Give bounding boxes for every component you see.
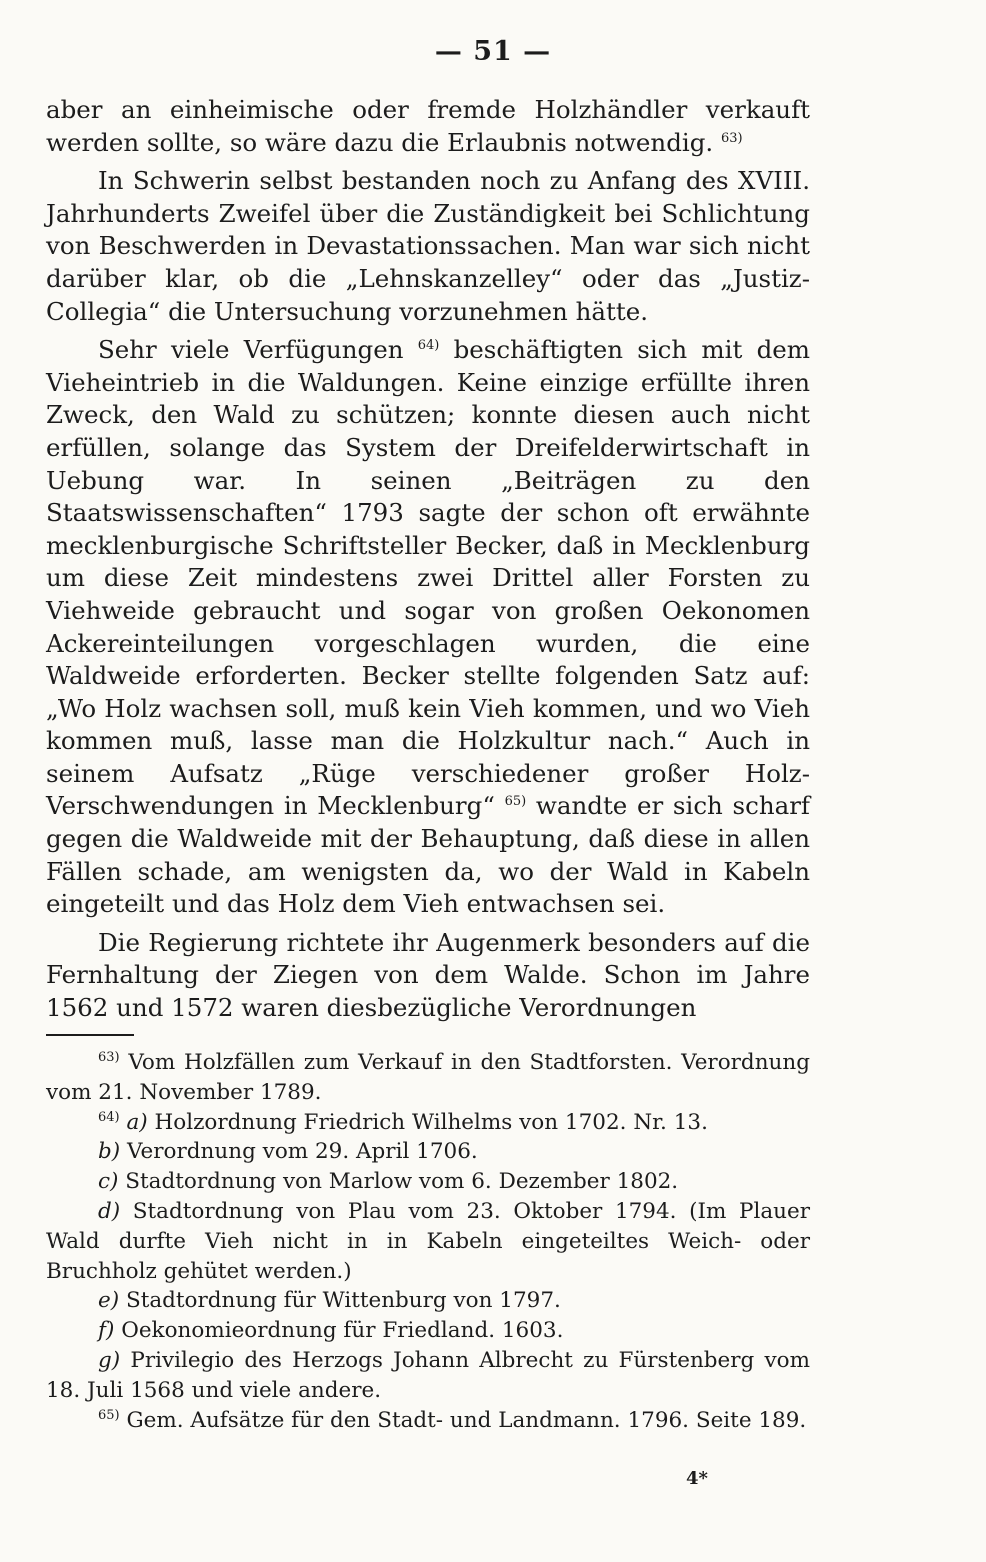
page-number: — 51 — bbox=[434, 36, 552, 67]
footnote-divider bbox=[46, 1034, 134, 1036]
footnote-64d bbox=[46, 1197, 810, 1286]
footnote-text: Privilegio des Herzogs Johann Albrecht zu Fürstenberg vom 18. Juli 1568 und viele andere. bbox=[46, 1347, 810, 1403]
footnote-text: Stadtordnung von Plau vom 23. Oktober 1794. (Im Plauer Wald durfte Vieh nicht in in Kabeln eingeteiltes Weich- oder Bruchholz gehütet werden.) bbox=[46, 1198, 810, 1284]
footnote-63 bbox=[46, 1048, 810, 1108]
footnote-text: Holzordnung Friedrich Wilhelms von 1702. Nr. 13. bbox=[154, 1109, 708, 1135]
footnote-text: Stadtordnung für Wittenburg von 1797. bbox=[125, 1288, 561, 1314]
paragraph-2 bbox=[46, 165, 810, 328]
paragraph-text: beschäftigten sich mit dem Vieheintrieb in die Waldungen. Keine einzige erfüllte ihren Zweck, den Wald zu schützen; konnte diesen auch nicht erfüllen, solange das System der Dreifelderwirtschaft in Uebung war. In seinen „Beiträgen zu den Staatswissenschaften“ 1793 sagte der schon oft erwähnte mecklenburgische Schriftsteller Becker, daß in Mecklenburg um diese Zeit mindestens zwei Drittel aller Forsten zu Viehweide gebraucht und sogar von großen Oekonomen Ackereinteilungen vorgeschlagen wurden, die eine Waldweide erforderten. Becker stellte folgenden Satz auf: „Wo Holz wachsen soll, muß kein Vieh kommen, und wo Vieh kommen muß, lasse man die Holzkultur nach.“ Auch in seinem Aufsatz „Rüge verschiedener großer Holz-Verschwendungen in Mecklenburg“ bbox=[46, 335, 810, 821]
footnote-label: g) bbox=[98, 1347, 121, 1373]
footnote-ref[interactable]: 64) bbox=[417, 338, 440, 353]
body-text bbox=[46, 94, 810, 1031]
footnote-text: Vom Holzfällen zum Verkauf in den Stadtforsten. Verordnung vom 21. November 1789. bbox=[46, 1050, 810, 1105]
footnote-64f bbox=[46, 1316, 810, 1346]
footnote-64a bbox=[46, 1108, 810, 1138]
footnote-mark: 65) bbox=[98, 1407, 120, 1423]
footnote-label: e) bbox=[98, 1288, 120, 1314]
footnote-text: Gem. Aufsätze für den Stadt- und Landmann. 1796. Seite 189. bbox=[126, 1407, 807, 1433]
paragraph-text: Sehr viele Verfügungen bbox=[98, 335, 404, 365]
paragraph-1 bbox=[46, 94, 810, 159]
footnote-label: c) bbox=[98, 1169, 119, 1195]
footnotes bbox=[46, 1048, 810, 1435]
signature-mark: 4* bbox=[686, 1468, 708, 1489]
footnote-ref[interactable]: 65) bbox=[504, 794, 527, 810]
footnote-label: b) bbox=[98, 1139, 121, 1165]
footnote-label: f) bbox=[98, 1318, 115, 1344]
footnote-mark: 63) bbox=[98, 1049, 120, 1065]
footnote-64b bbox=[46, 1137, 810, 1167]
footnote-64g bbox=[46, 1346, 810, 1406]
footnote-text: Oekonomieordnung für Friedland. 1603. bbox=[121, 1318, 564, 1344]
footnote-mark: 64) bbox=[98, 1109, 120, 1125]
paragraph-text: In Schwerin selbst bestanden noch zu Anfang des XVIII. Jahrhunderts Zweifel über die Zuständigkeit bei Schlichtung von Beschwerden in Devastationssachen. Man war sich nicht darüber klar, ob die „Lehnskanzelley“ oder das „Justiz-Collegia“ die Untersuchung vorzunehmen hätte. bbox=[46, 166, 810, 326]
paragraph-text: Die Regierung richtete ihr Augenmerk besonders auf die Fernhaltung der Ziegen von dem Walde. Schon im Jahre 1562 und 1572 waren diesbezügliche Verordnungen bbox=[46, 927, 810, 1023]
footnote-64e bbox=[46, 1286, 810, 1316]
paragraph-text: wandte er sich scharf gegen die Waldweide mit der Behauptung, daß diese in allen Fällen schade, am wenigsten da, wo der Wald in Kabeln eingeteilt und das Holz dem Vieh entwachsen sei. bbox=[46, 791, 811, 919]
footnote-ref[interactable]: 63) bbox=[721, 130, 743, 146]
footnote-label: d) bbox=[98, 1198, 121, 1224]
paragraph-3 bbox=[46, 334, 810, 921]
paragraph-text: aber an einheimische oder fremde Holzhändler verkauft werden sollte, so wäre dazu die Erlaubnis notwendig. bbox=[46, 95, 810, 157]
footnote-64c bbox=[46, 1167, 810, 1197]
footnote-text: Verordnung vom 29. April 1706. bbox=[127, 1139, 478, 1165]
footnote-65 bbox=[46, 1406, 810, 1436]
paragraph-4 bbox=[46, 927, 810, 1025]
footnote-text: Stadtordnung von Marlow vom 6. Dezember 1802. bbox=[125, 1169, 679, 1195]
footnote-label: a) bbox=[126, 1109, 148, 1135]
